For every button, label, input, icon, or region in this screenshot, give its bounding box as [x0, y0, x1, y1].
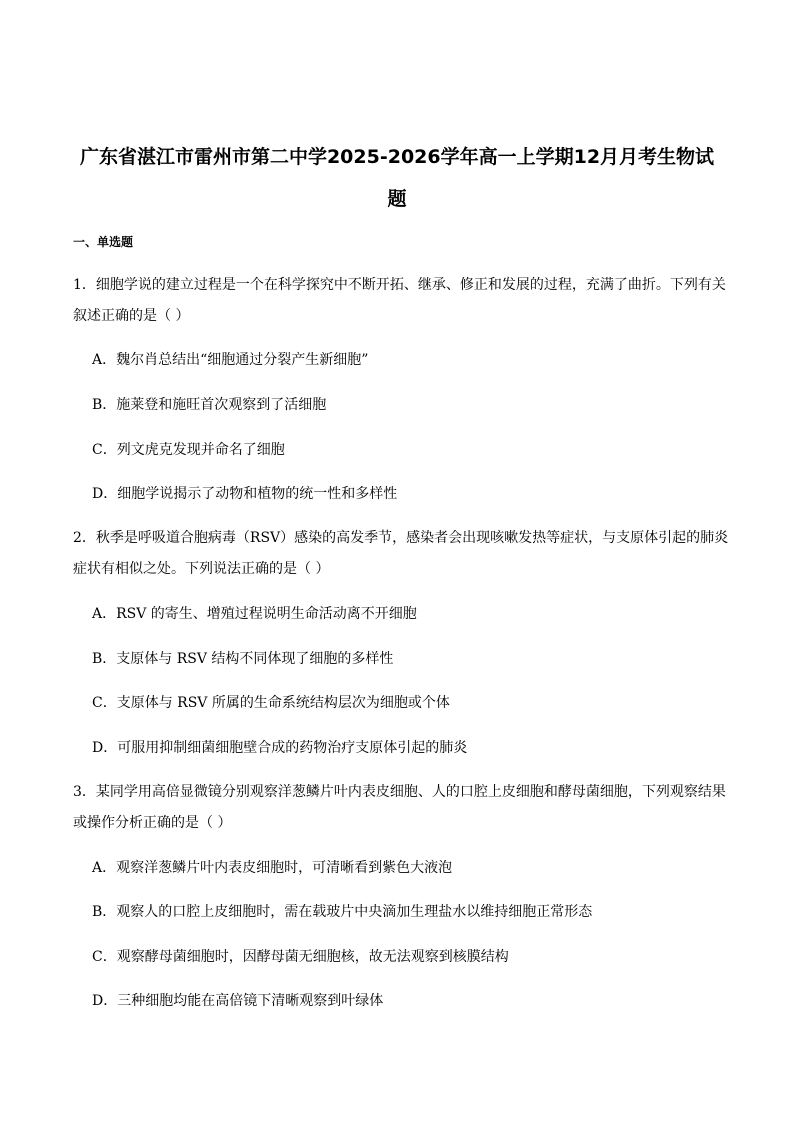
- section-heading: 一、单选题: [73, 235, 134, 249]
- question-2-option-c: C．支原体与 RSV 所属的生命系统结构层次为细胞或个体: [92, 695, 450, 711]
- question-1-option-b: B．施莱登和施旺首次观察到了活细胞: [92, 397, 327, 413]
- question-3-option-c: C．观察酵母菌细胞时，因酵母菌无细胞核，故无法观察到核膜结构: [92, 949, 509, 965]
- question-2-stem-line-2: 症状有相似之处。下列说法正确的是（ ）: [73, 561, 330, 577]
- question-3-stem-line-2: 或操作分析正确的是（ ）: [73, 815, 232, 831]
- question-1-stem-line-1: 1．细胞学说的建立过程是一个在科学探究中不断开拓、继承、修正和发展的过程，充满了曲折。下列有关: [73, 277, 726, 293]
- question-1-option-c: C．列文虎克发现并命名了细胞: [92, 442, 285, 458]
- question-1-option-a: A．魏尔肖总结出“细胞通过分裂产生新细胞”: [92, 352, 369, 368]
- question-3-option-d: D．三种细胞均能在高倍镜下清晰观察到叶绿体: [92, 993, 384, 1009]
- question-2-option-a: A．RSV 的寄生、增殖过程说明生命活动离不开细胞: [92, 606, 417, 622]
- document-title-line-1: 广东省湛江市雷州市第二中学2025-2026学年高一上学期12月月考生物试: [79, 146, 715, 168]
- question-2-option-d: D．可服用抑制细菌细胞壁合成的药物治疗支原体引起的肺炎: [92, 740, 468, 756]
- question-2-option-b: B．支原体与 RSV 结构不同体现了细胞的多样性: [92, 651, 394, 667]
- question-3-option-b: B．观察人的口腔上皮细胞时，需在载玻片中央滴加生理盐水以维持细胞正常形态: [92, 904, 593, 920]
- document-title-line-2: 题: [387, 188, 407, 210]
- question-2-stem-line-1: 2．秋季是呼吸道合胞病毒（RSV）感染的高发季节，感染者会出现咳嗽发热等症状，与支原体引起的肺炎: [73, 530, 729, 546]
- question-1-option-d: D．细胞学说揭示了动物和植物的统一性和多样性: [92, 486, 398, 502]
- question-3-option-a: A．观察洋葱鳞片叶内表皮细胞时，可清晰看到紫色大液泡: [92, 860, 453, 876]
- question-1-stem-line-2: 叙述正确的是（ ）: [73, 308, 190, 324]
- question-3-stem-line-1: 3．某同学用高倍显微镜分别观察洋葱鳞片叶内表皮细胞、人的口腔上皮细胞和酵母菌细胞，下列观察结果: [73, 784, 726, 800]
